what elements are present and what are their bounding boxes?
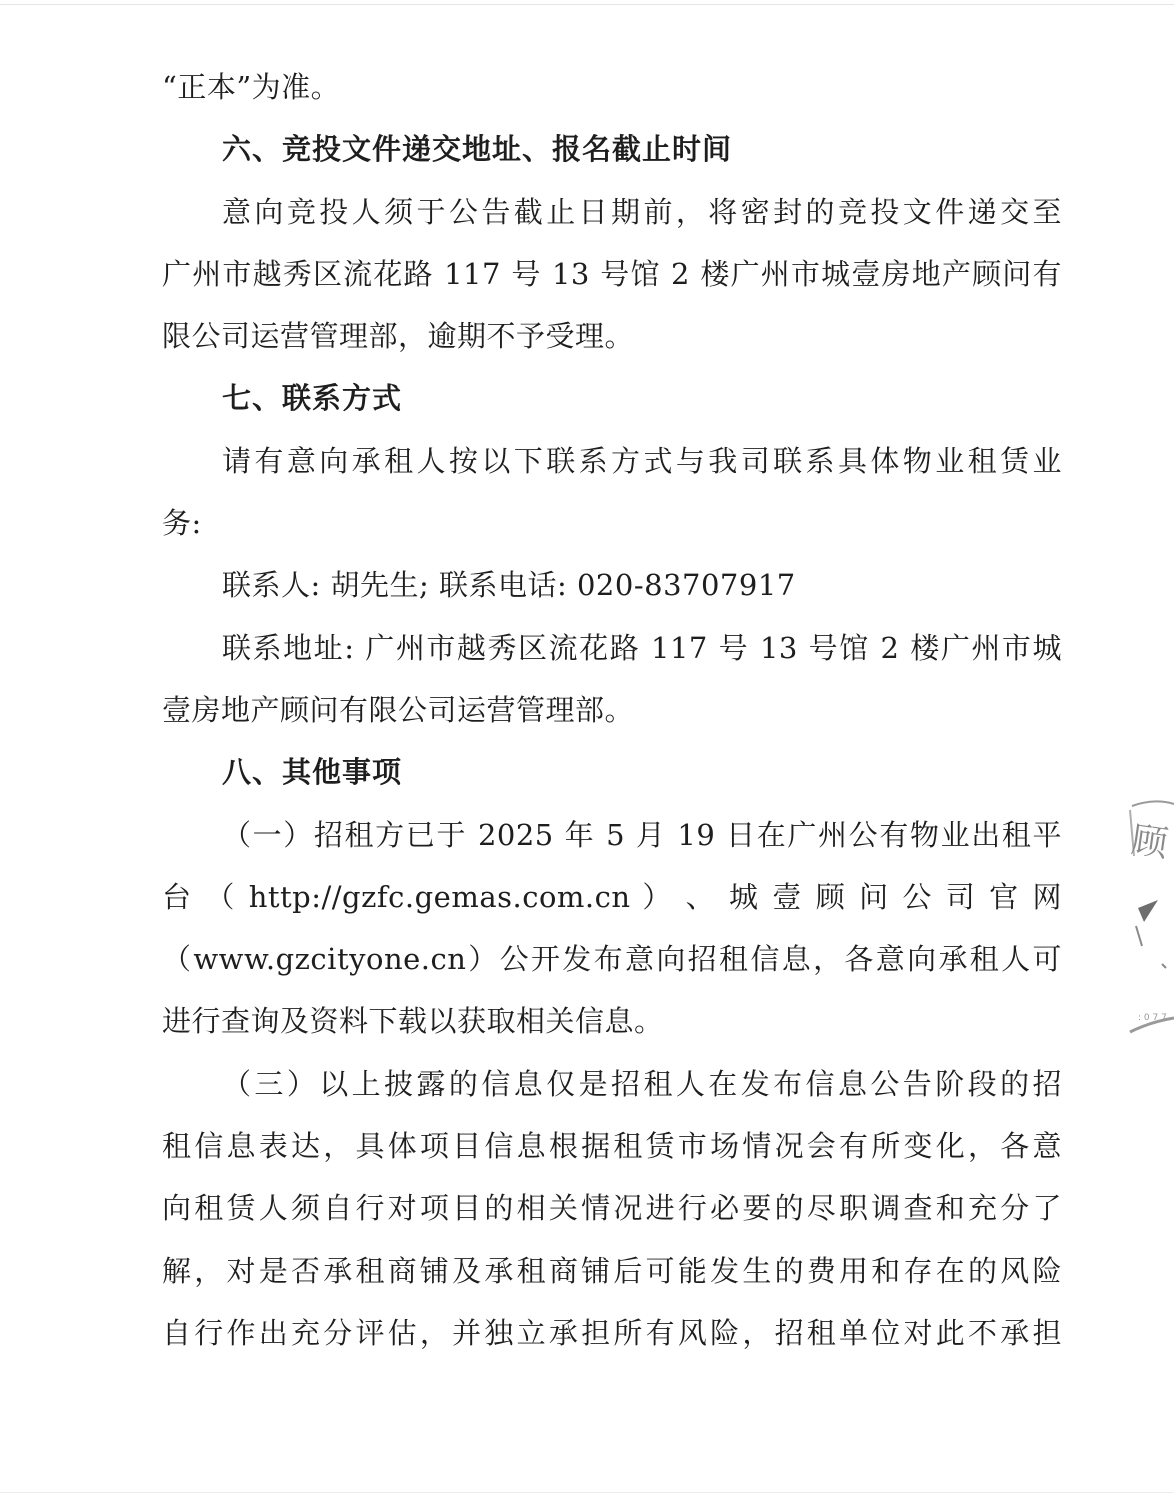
seal-stamp-fragment bbox=[1124, 796, 1174, 1046]
text-line: 向租赁人须自行对项目的相关情况进行必要的尽职调查和充分了 bbox=[162, 1191, 1062, 1226]
svg-text:: 0 7 7: : 0 7 7 bbox=[1138, 1013, 1167, 1023]
text-line: 自行作出充分评估，并独立承担所有风险，招租单位对此不承担 bbox=[162, 1315, 1062, 1350]
section-heading-6: 六、竞投文件递交地址、报名截止时间 bbox=[222, 132, 733, 167]
section-heading-8: 八、其他事项 bbox=[222, 755, 403, 790]
bottom-rule bbox=[0, 1492, 1174, 1493]
contact-person-line: 联系人: 胡先生; 联系电话: 020-83707917 bbox=[222, 568, 796, 603]
text-line: 意向竞投人须于公告截止日期前，将密封的竞投文件递交至 bbox=[222, 194, 1062, 229]
text-line: （三）以上披露的信息仅是招租人在发布信息公告阶段的招 bbox=[222, 1066, 1062, 1101]
text-line: 壹房地产顾问有限公司运营管理部。 bbox=[162, 692, 635, 727]
top-rule bbox=[0, 4, 1174, 5]
text-line: 台 （ http://gzfc.gemas.com.cn ） 、 城 壹 顾 问 公 司 官 网 bbox=[162, 879, 1062, 914]
contact-address-line: 联系地址: 广州市越秀区流花路 117 号 13 号馆 2 楼广州市城 bbox=[222, 630, 1062, 665]
text-line: “正本”为准。 bbox=[162, 70, 341, 104]
text-line: 进行查询及资料下载以获取相关信息。 bbox=[162, 1004, 664, 1039]
section-heading-7: 七、联系方式 bbox=[222, 381, 403, 416]
text-line: 租信息表达，具体项目信息根据租赁市场情况会有所变化，各意 bbox=[162, 1129, 1062, 1164]
text-line: 请有意向承租人按以下联系方式与我司联系具体物业租赁业 bbox=[222, 443, 1062, 478]
text-line: 广州市越秀区流花路 117 号 13 号馆 2 楼广州市城壹房地产顾问有 bbox=[162, 256, 1062, 291]
text-line: 务: bbox=[162, 506, 202, 541]
document-body bbox=[162, 56, 1062, 1364]
text-line: （www.gzcityone.cn）公开发布意向招租信息，各意向承租人可 bbox=[162, 942, 1062, 977]
text-line: （一）招租方已于 2025 年 5 月 19 日在广州公有物业出租平 bbox=[222, 817, 1062, 852]
text-line: 解，对是否承租商铺及承租商铺后可能发生的费用和存在的风险 bbox=[162, 1253, 1062, 1288]
text-line: 限公司运营管理部，逾期不予受理。 bbox=[162, 319, 635, 354]
seal-stamp-char: 顾 bbox=[1128, 819, 1171, 866]
